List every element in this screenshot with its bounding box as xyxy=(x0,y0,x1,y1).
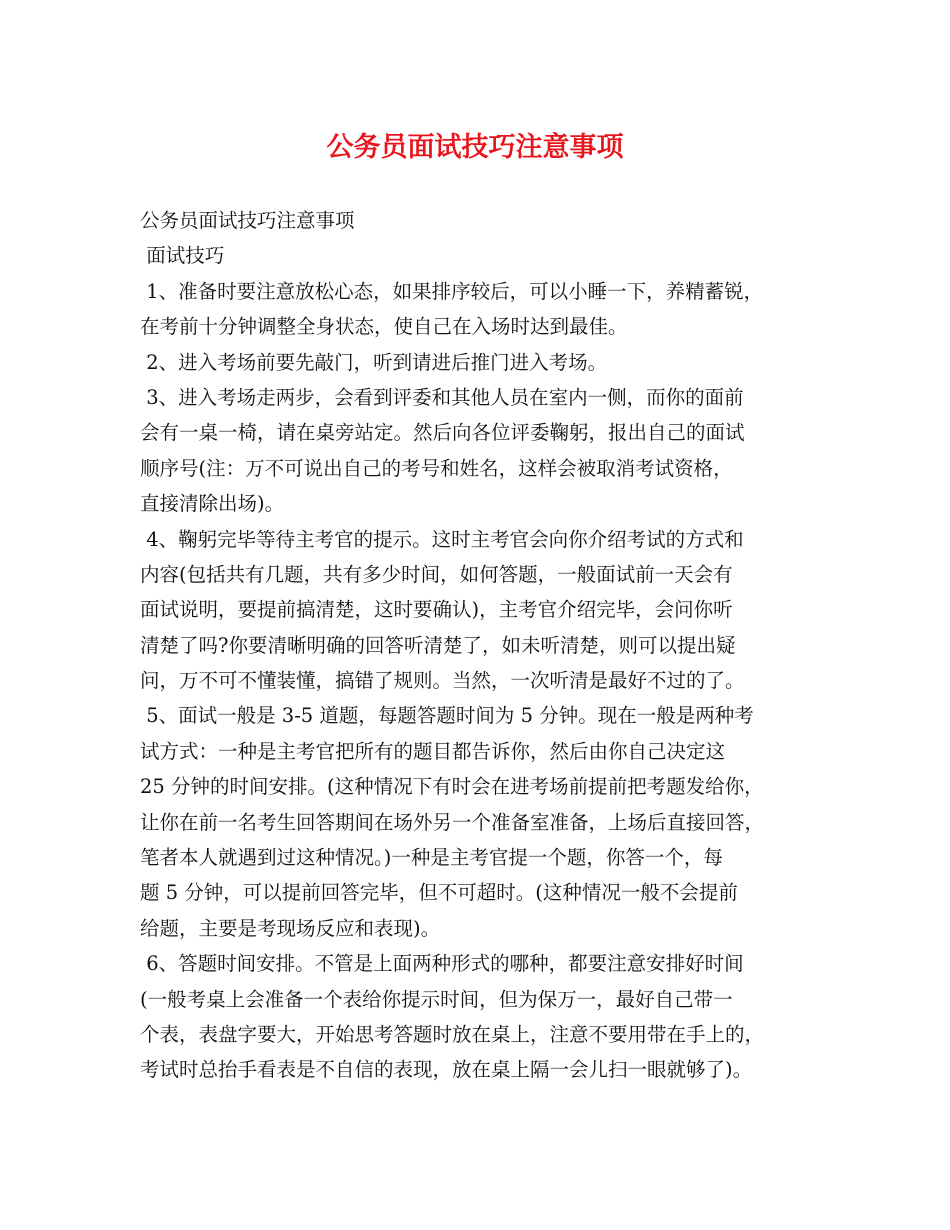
body-line: 让你在前一名考生回答期间在场外另一个准备室准备，上场后直接回答， xyxy=(140,810,765,834)
body-line: 考试时总抬手看表是不自信的表现，放在桌上隔一会儿扫一眼就够了)。 xyxy=(140,1058,753,1082)
body-line: 面试技巧 xyxy=(140,244,225,268)
body-line: 给题，主要是考现场反应和表现)。 xyxy=(140,916,441,940)
body-line: 直接清除出场)。 xyxy=(140,492,285,516)
body-line: 笔者本人就遇到过这种情况。)一种是主考官提一个题，你答一个，每 xyxy=(140,846,723,870)
body-line: 题 5 分钟，可以提前回答完毕，但不可超时。(这种情况一般不会提前 xyxy=(140,881,738,905)
body-line: 试方式：一种是主考官把所有的题目都告诉你，然后由你自己决定这 xyxy=(140,739,726,763)
body-line: 清楚了吗?你要清晰明确的回答听清楚了，如未听清楚，则可以提出疑 xyxy=(140,633,736,657)
body-line: 问，万不可不懂装懂，搞错了规则。当然，一次听清是最好不过的了。 xyxy=(140,669,745,693)
body-line: 2、进入考场前要先敲门，听到请进后推门进入考场。 xyxy=(140,350,608,374)
body-line: 3、进入考场走两步，会看到评委和其他人员在室内一侧，而你的面前 xyxy=(140,385,744,409)
body-line: 个表，表盘字要大，开始思考答题时放在桌上，注意不要用带在手上的， xyxy=(140,1022,765,1046)
body-line: (一般考桌上会准备一个表给你提示时间，但为保万一，最好自己带一 xyxy=(140,987,733,1011)
body-line: 在考前十分钟调整全身状态，使自己在入场时达到最佳。 xyxy=(140,315,628,339)
body-line: 1、准备时要注意放松心态，如果排序较后，可以小睡一下，养精蓄锐， xyxy=(140,279,764,303)
body-line: 会有一桌一椅，请在桌旁站定。然后向各位评委鞠躬，报出自己的面试 xyxy=(140,421,745,445)
body-line: 公务员面试技巧注意事项 xyxy=(140,209,355,232)
body-line: 顺序号(注：万不可说出自己的考号和姓名，这样会被取消考试资格， xyxy=(140,456,733,480)
body-line: 5、面试一般是 3-5 道题，每题答题时间为 5 分钟。现在一般是两种考 xyxy=(140,704,754,728)
body-line: 4、鞠躬完毕等待主考官的提示。这时主考官会向你介绍考试的方式和 xyxy=(140,527,744,551)
body-line: 6、答题时间安排。不管是上面两种形式的哪种，都要注意安排好时间 xyxy=(140,952,744,976)
body-line: 内容(包括共有几题，共有多少时间，如何答题，一般面试前一天会有 xyxy=(140,562,733,586)
document-body xyxy=(140,203,830,1088)
document-title: 公务员面试技巧注意事项 xyxy=(326,132,624,163)
body-line: 25 分钟的时间安排。(这种情况下有时会在进考场前提前把考题发给你， xyxy=(140,775,764,799)
body-line: 面试说明，要提前搞清楚，这时要确认)，主考官介绍完毕，会问你听 xyxy=(140,598,733,622)
